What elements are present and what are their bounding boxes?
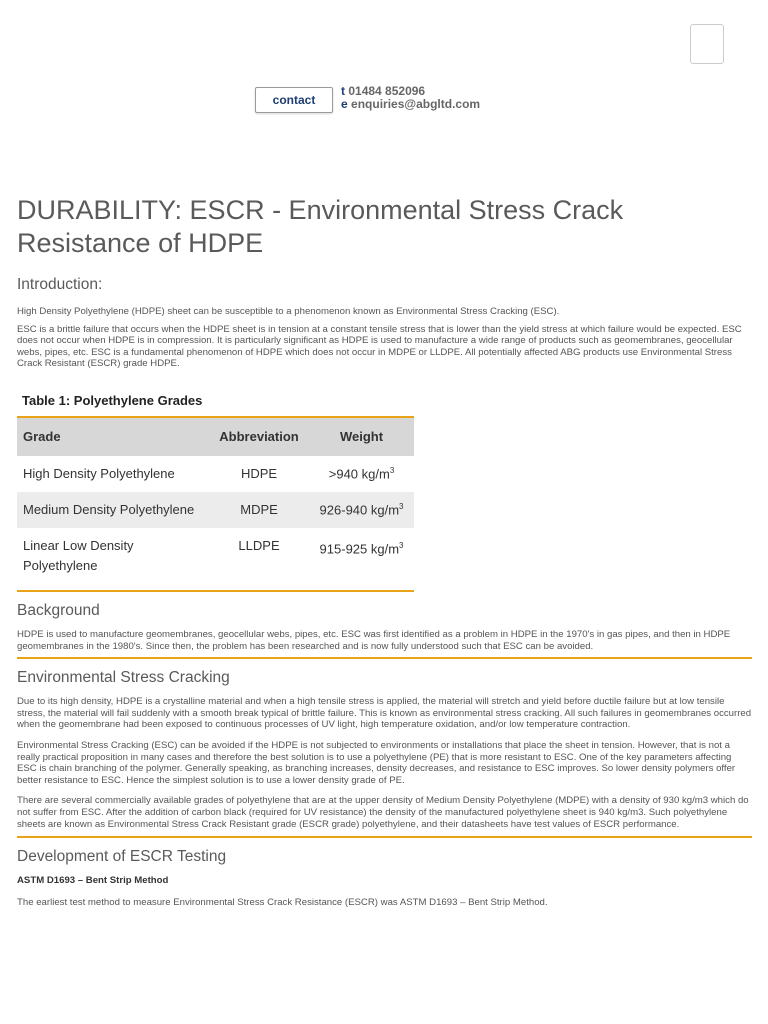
intro-paragraph-2: ESC is a brittle failure that occurs when the HDPE sheet is in tension at a constant tensile stress that is lower than the yield stress at which failure would be expected. ESC does not occur when HDPE is in compression. It is particularly significant as HDPE is used to manufacture a wide range of products such as geomembranes, geocellular webs, pipes, etc. ESC is a fundamental phenomenon of HDPE which does not occur in MDPE or LLDPE. All potentially affected ABG products use Environmental Stress Crack Resistant (ESCR) grade HDPE. bbox=[17, 323, 742, 370]
development-paragraph: The earliest test method to measure Environmental Stress Crack Resistance (ESCR) was ASTM D1693 – Bent Strip Method. bbox=[17, 896, 548, 908]
grades-table-block bbox=[17, 393, 752, 592]
intro-heading: Introduction: bbox=[17, 276, 103, 293]
phone-prefix: t bbox=[341, 84, 345, 98]
menu-button[interactable] bbox=[690, 24, 724, 64]
email-line bbox=[341, 98, 480, 111]
weight-exponent: 3 bbox=[399, 540, 404, 550]
contact-info bbox=[341, 85, 480, 111]
esc-paragraph-3: There are several commercially available grades of polyethylene that are at the upper density of Medium Density Polyethylene (MDPE) with a density of 930 kg/m3 which do not suffer from ESC. After the addition of carbon black (required for UV resistance) the density of the manufactured polyethylene sheet is 940 kg/m3. Such polyethylene sheets are known as Environmental Stress Crack Resistant grade (ESCR grade) polyethylene, and their datasheets have test values of ESCR performance. bbox=[17, 795, 749, 830]
development-subheading: ASTM D1693 – Bent Strip Method bbox=[17, 875, 169, 887]
cell-abbreviation: MDPE bbox=[209, 492, 309, 528]
weight-value: >940 kg/m bbox=[328, 466, 390, 482]
weight-exponent: 3 bbox=[399, 502, 404, 512]
intro-paragraph-1: High Density Polyethylene (HDPE) sheet can be susceptible to a phenomenon known as Environmental Stress Cracking (ESC). bbox=[17, 306, 560, 317]
table-bottom-rule bbox=[17, 590, 414, 592]
development-heading: Development of ESCR Testing bbox=[17, 848, 227, 866]
cell-weight bbox=[309, 492, 414, 528]
polyethylene-grades-table bbox=[17, 418, 414, 590]
header-grade: Grade bbox=[17, 418, 209, 456]
cell-grade: Medium Density Polyethylene bbox=[17, 492, 209, 528]
esc-paragraph-1: Due to its high density, HDPE is a crystalline material and when a high tensile stress is applied, the material will stretch and yield before ductile failure but at low tensile stress, the material will fail suddenly with a smooth break typical of brittle failure. This is known as environmental stress cracking. All such failures in geomembranes occurred when the geomembrane had been exposed to continuous processes of UV light, high temperature oxidation, and/or low temperature contraction. bbox=[17, 696, 752, 731]
background-heading: Background bbox=[17, 601, 100, 619]
header-weight: Weight bbox=[309, 418, 414, 456]
cell-abbreviation: LLDPE bbox=[238, 537, 280, 553]
main-content bbox=[17, 276, 752, 908]
table-title: Table 1: Polyethylene Grades bbox=[22, 392, 203, 408]
contact-button[interactable]: contact bbox=[255, 87, 333, 113]
section-divider bbox=[17, 657, 752, 659]
section-divider bbox=[17, 836, 752, 838]
weight-value: 926-940 kg/m bbox=[319, 502, 400, 518]
table-row bbox=[17, 528, 414, 590]
cell-grade: High Density Polyethylene bbox=[23, 466, 175, 482]
phone-number[interactable]: 01484 852096 bbox=[348, 84, 426, 98]
cell-weight bbox=[309, 456, 414, 492]
email-prefix: e bbox=[341, 97, 348, 111]
cell-weight bbox=[309, 528, 414, 590]
cell-grade: Linear Low Density Polyethylene bbox=[23, 537, 134, 573]
header-abbreviation: Abbreviation bbox=[209, 418, 309, 456]
cell-abbreviation: HDPE bbox=[240, 466, 278, 482]
weight-value: 915-925 kg/m bbox=[319, 541, 400, 557]
table-row bbox=[17, 492, 414, 528]
page-title: DURABILITY: ESCR - Environmental Stress Crack Resistance of HDPE bbox=[17, 195, 624, 258]
weight-exponent: 3 bbox=[389, 466, 395, 476]
esc-paragraph-2: Environmental Stress Cracking (ESC) can be avoided if the HDPE is not subjected to environments or installations that place the sheet in tension. However, that is not a really practical proposition in many cases and therefore the best solution is to use a polyethylene (PE) that is more resistant to ESC. One of the key parameters affecting ESC is chain branching of the polymer. Generally speaking, as branching increases, density decreases, and resistance to ESC improves. So lower density polymers offer better resistance to ESC. Hence the simplest solution is to use a lower density grade of PE. bbox=[17, 739, 736, 786]
esc-heading: Environmental Stress Cracking bbox=[17, 669, 230, 687]
table-header-row bbox=[17, 418, 414, 456]
email-address[interactable]: enquiries@abgltd.com bbox=[351, 97, 481, 111]
background-paragraph: HDPE is used to manufacture geomembranes, geocellular webs, pipes, etc. ESC was first identified as a problem in HDPE in the 1970's in gas pipes, and then in HDPE geomembranes in the 1980's. Since then, the problem has been researched and is now fully understood such that ESC can be avoided. bbox=[17, 628, 731, 652]
table-row bbox=[17, 456, 414, 492]
